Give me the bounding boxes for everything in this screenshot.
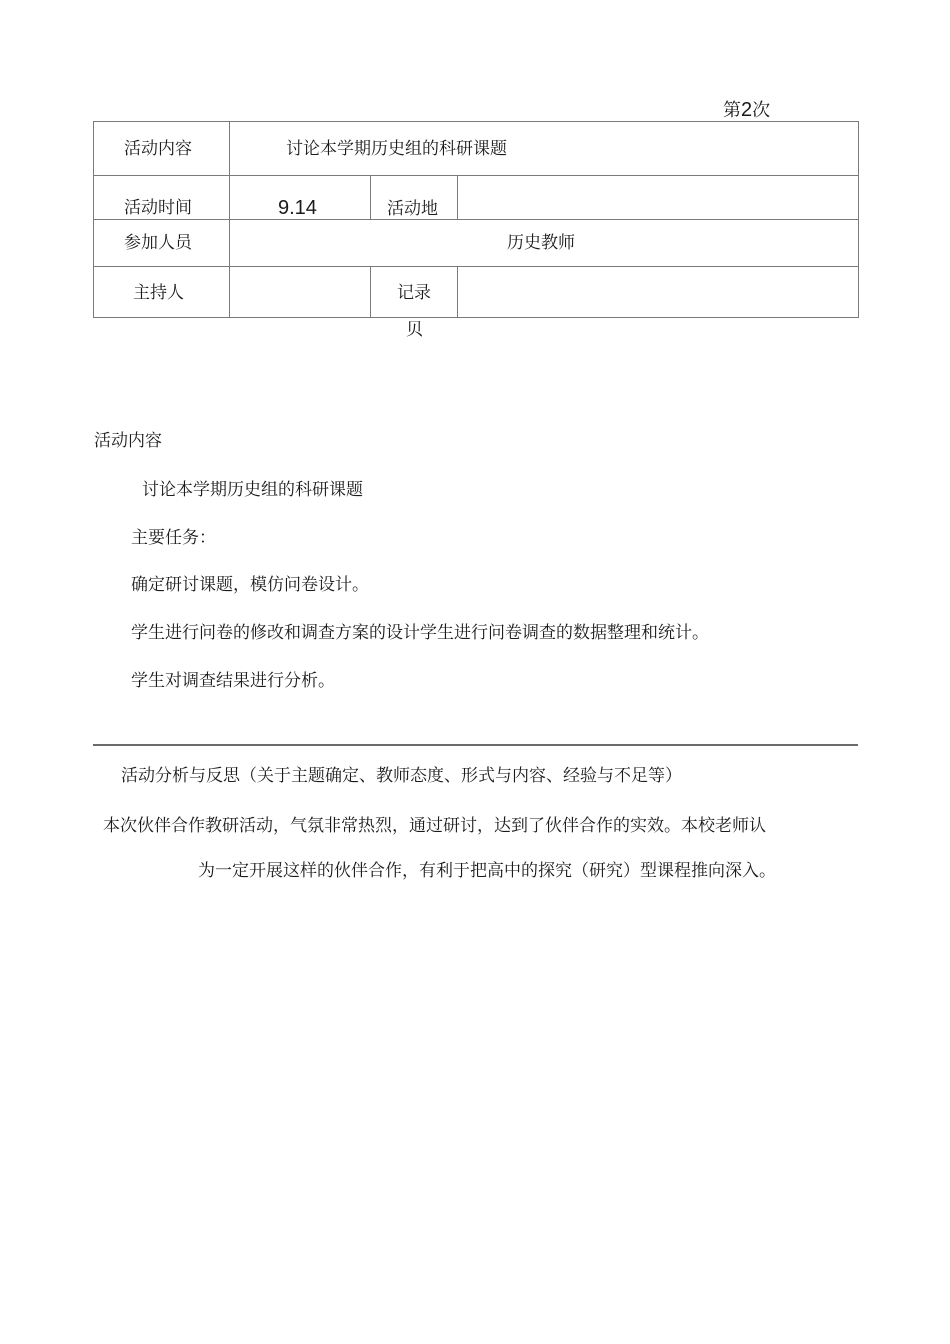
table-column-line	[457, 175, 458, 220]
table-border-top	[93, 121, 859, 122]
recorder-label-wrap: 贝	[406, 320, 423, 340]
table-column-line	[370, 175, 371, 220]
activity-time-value: 9.14	[278, 197, 317, 219]
table-border-left	[93, 121, 94, 318]
activity-place-label: 活动地	[387, 199, 438, 219]
participants-label: 参加人员	[124, 233, 192, 253]
content-heading: 活动内容	[94, 431, 162, 451]
task-item: 确定研讨课题，模仿问卷设计。	[131, 575, 369, 595]
table-column-line	[229, 121, 230, 318]
task-item: 学生对调查结果进行分析。	[131, 671, 335, 691]
session-suffix: 次	[752, 100, 771, 121]
section-divider	[93, 744, 858, 746]
table-divider	[93, 175, 859, 176]
host-label: 主持人	[133, 283, 184, 303]
reflection-heading: 活动分析与反思（关于主题确定、教师态度、形式与内容、经验与不足等）	[121, 766, 682, 786]
table-border-right	[858, 121, 859, 318]
session-number: 2	[741, 99, 753, 121]
table-divider	[93, 219, 859, 220]
content-topic: 讨论本学期历史组的科研课题	[142, 480, 363, 500]
reflection-line: 为一定开展这样的伙伴合作，有利于把高中的探究（研究）型课程推向深入。	[198, 861, 776, 881]
table-divider	[93, 266, 859, 267]
activity-content-label: 活动内容	[124, 139, 192, 159]
session-label	[723, 100, 770, 120]
reflection-line: 本次伙伴合作教研活动，气氛非常热烈，通过研讨，达到了伙伴合作的实效。本校老师认	[103, 816, 766, 836]
tasks-heading: 主要任务：	[131, 528, 216, 548]
session-prefix: 第	[723, 100, 741, 121]
activity-content-value: 讨论本学期历史组的科研课题	[286, 139, 507, 159]
participants-value: 历史教师	[507, 233, 575, 253]
table-border-bottom	[93, 317, 859, 318]
recorder-label: 记录	[397, 283, 431, 303]
activity-time-label: 活动时间	[124, 198, 192, 218]
table-column-line	[370, 266, 371, 318]
task-item: 学生进行问卷的修改和调查方案的设计学生进行问卷调查的数据整理和统计。	[131, 623, 709, 643]
table-column-line	[457, 266, 458, 318]
